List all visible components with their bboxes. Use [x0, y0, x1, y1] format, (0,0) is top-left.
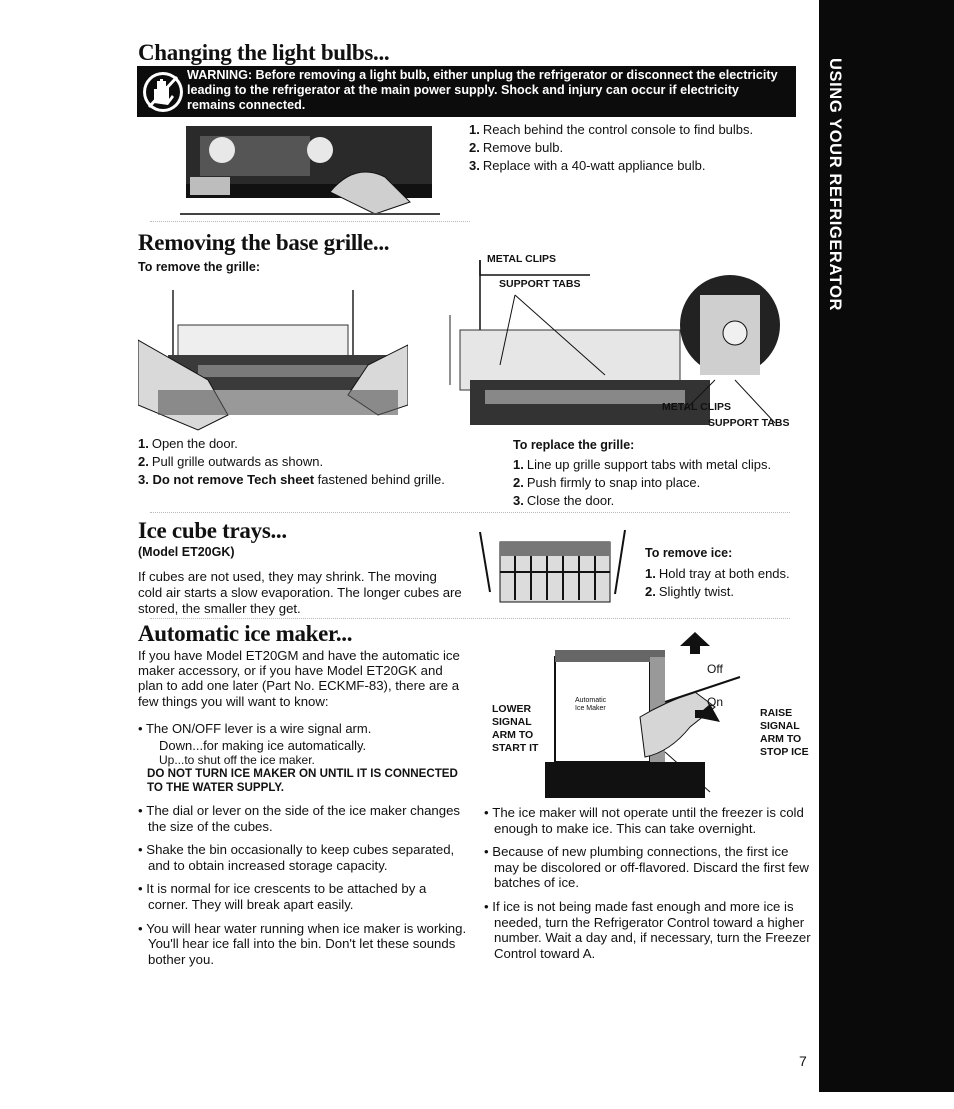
- right-bullet: • If ice is not being made fast enough and more ice is needed, turn the Refrigerator Control toward a higher number. Wait a day and, if necessary, turn the Freezer Control toward A.: [484, 899, 814, 961]
- remove-step-3: 3. Do not remove Tech sheet fastened behind grille.: [138, 472, 445, 487]
- remove-ice-steps: [645, 565, 790, 601]
- remove-step-1: 1. Open the door.: [138, 436, 238, 451]
- ice-trays-model: (Model ET20GK): [138, 545, 235, 559]
- base-grille-title: Removing the base grille...: [138, 230, 390, 255]
- light-step-3: 3. Replace with a 40-watt appliance bulb.: [469, 158, 706, 173]
- left-bullet: • You will hear water running when ice maker is working. You'll hear ice fall into the bin. Don't let these sounds bother you.: [138, 921, 468, 968]
- remove-step-2: 2. Pull grille outwards as shown.: [138, 454, 324, 469]
- right-bullet: • Because of new plumbing connections, the first ice may be discolored or off-flavored. Discard the first few batches of ice.: [484, 844, 814, 891]
- ice-maker-unit-label: Automatic Ice Maker: [575, 697, 607, 712]
- remove-grille-heading: To remove the grille:: [138, 260, 261, 274]
- page-number: 7: [799, 1053, 807, 1069]
- ice-step-1: 1. Hold tray at both ends.: [645, 566, 790, 581]
- lever-down: Down...for making ice automatically.: [159, 738, 367, 753]
- divider: [150, 512, 790, 513]
- replace-step-3: 3. Close the door.: [513, 493, 615, 508]
- hand-warning-icon: [141, 69, 185, 115]
- lever-up: Up...to shut off the ice maker.: [159, 753, 315, 767]
- warning-banner: [137, 66, 796, 117]
- ice-maker-left-bullets: [138, 803, 468, 975]
- ice-trays-body: If cubes are not used, they may shrink. The moving cold air starts a slow evaporation. The longer cubes are stored, the smaller they get.: [138, 569, 462, 616]
- ice-maker-title: Automatic ice maker...: [138, 621, 353, 646]
- callout-on: On: [707, 695, 724, 709]
- ice-maker-illustration: [545, 632, 755, 802]
- light-bulb-steps: [469, 121, 753, 175]
- light-bulbs-title: Changing the light bulbs...: [138, 40, 390, 65]
- ice-trays-title: Ice cube trays...: [138, 518, 287, 543]
- callout-support-tabs-bottom: SUPPORT TABS: [708, 417, 790, 429]
- light-step-1: 1. Reach behind the control console to find bulbs.: [469, 122, 754, 137]
- callout-support-tabs-top: SUPPORT TABS: [499, 278, 581, 290]
- callout-lower-signal-arm: LOWER SIGNAL ARM TO START IT: [492, 703, 539, 754]
- callout-off: Off: [707, 662, 723, 676]
- ice-maker-intro: If you have Model ET20GM and have the automatic ice maker accessory, or if you have Model ET20GK and plan to add one later (Part No. ECKMF-83), there are a few things you will want to know:: [138, 648, 460, 709]
- sidebar-label: USING YOUR REFRIGERATOR: [826, 58, 844, 312]
- light-step-2: 2. Remove bulb.: [469, 140, 564, 155]
- left-bullet: • The dial or lever on the side of the ice maker changes the size of the cubes.: [138, 803, 468, 834]
- divider: [150, 618, 790, 619]
- remove-grille-illustration: [138, 285, 408, 435]
- right-bullet: • The ice maker will not operate until the freezer is cold enough to make ice. This can take overnight.: [484, 805, 814, 836]
- replace-grille-steps: [513, 456, 771, 510]
- callout-raise-signal-arm: RAISE SIGNAL ARM TO STOP ICE: [760, 707, 809, 758]
- left-bullet: • It is normal for ice crescents to be attached by a corner. They will break apart easily.: [138, 881, 468, 912]
- ice-tray-illustration: [475, 522, 635, 617]
- warning-text: WARNING: Before removing a light bulb, either unplug the refrigerator or disconnect the electricity leading to the refrigerator at the main power supply. Shock and injury can occur if electricity remains connected.: [187, 68, 778, 112]
- ice-step-2: 2. Slightly twist.: [645, 584, 734, 599]
- left-bullet: • Shake the bin occasionally to keep cubes separated, and to obtain increased storage capacity.: [138, 842, 468, 873]
- replace-step-2: 2. Push firmly to snap into place.: [513, 475, 701, 490]
- ice-maker-right-bullets: [484, 805, 814, 969]
- remove-grille-steps: [138, 435, 323, 471]
- remove-ice-heading: To remove ice:: [645, 546, 733, 560]
- replace-grille-heading: To replace the grille:: [513, 438, 635, 452]
- callout-metal-clips-bottom: METAL CLIPS: [662, 401, 732, 413]
- light-bulb-illustration: [180, 122, 440, 218]
- divider: [150, 221, 470, 222]
- callout-metal-clips-top: METAL CLIPS: [487, 253, 557, 265]
- lever-bullet: • The ON/OFF lever is a wire signal arm.: [138, 721, 372, 736]
- replace-step-1: 1. Line up grille support tabs with metal clips.: [513, 457, 772, 472]
- ice-maker-caution: DO NOT TURN ICE MAKER ON UNTIL IT IS CONNECTED TO THE WATER SUPPLY.: [147, 767, 458, 794]
